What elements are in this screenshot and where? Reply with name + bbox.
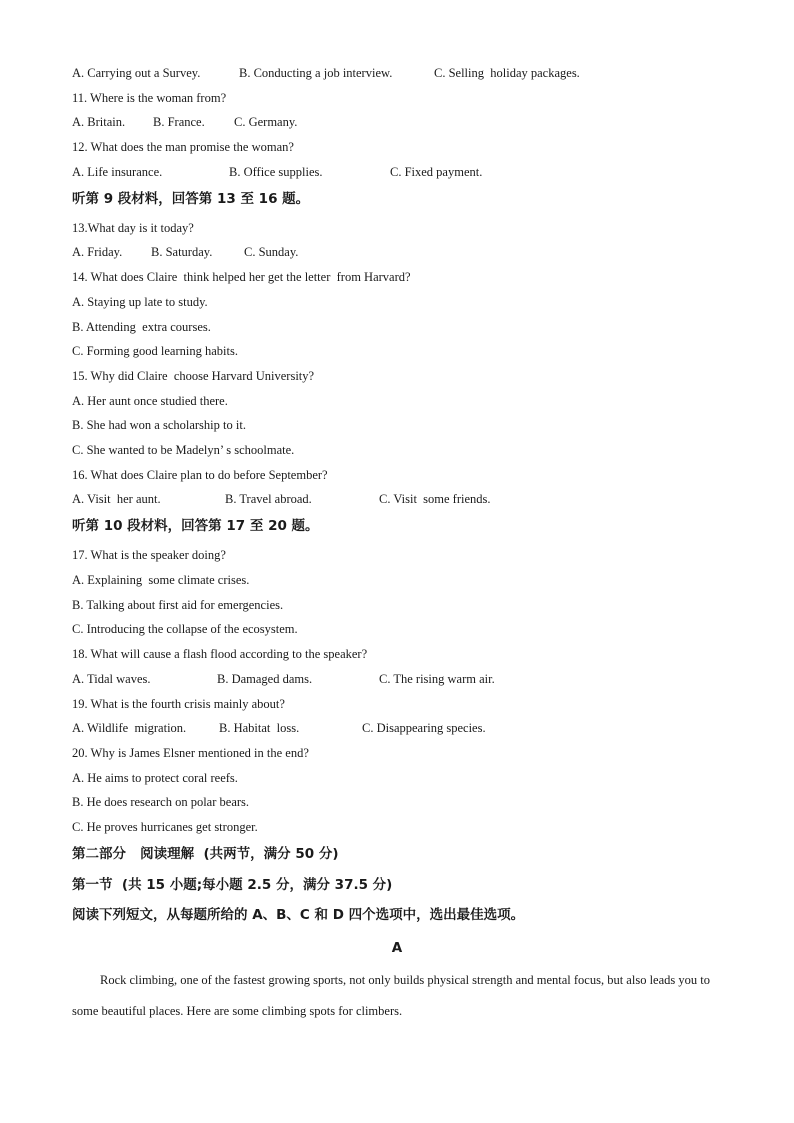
q10-option-a: A. Carrying out a Survey.	[72, 66, 201, 80]
q18-option-a: A. Tidal waves.	[72, 672, 151, 686]
q18-stem: 18. What will cause a flash flood according to the speaker?	[72, 647, 368, 661]
q18-option-c: C. The rising warm air.	[379, 672, 495, 686]
q13-option-c: C. Sunday.	[244, 245, 299, 259]
q11-option-a: A. Britain.	[72, 115, 126, 129]
q13-option-a: A. Friday.	[72, 245, 123, 259]
q10-option-b: B. Conducting a job interview.	[239, 66, 393, 80]
q15-option-c: C. She wanted to be Madelyn’ s schoolmate.	[72, 443, 295, 457]
q15-option-b: B. She had won a scholarship to it.	[72, 418, 246, 432]
section9-header: 听第 9 段材料，回答第 13 至 16 题。	[72, 191, 310, 207]
q19-option-a: A. Wildlife migration.	[72, 721, 187, 735]
q17-option-a: A. Explaining some climate crises.	[72, 573, 250, 587]
q19-option-c: C. Disappearing species.	[362, 721, 486, 735]
q16-option-a: A. Visit her aunt.	[72, 492, 161, 506]
section1-header: 第一节 (共 15 小题;每小题 2.5 分，满分 37.5 分)	[72, 877, 393, 893]
q12-option-a: A. Life insurance.	[72, 165, 163, 179]
q17-option-c: C. Introducing the collapse of the ecosystem.	[72, 622, 298, 636]
section10-header: 听第 10 段材料，回答第 17 至 20 题。	[72, 518, 319, 534]
q18-option-b: B. Damaged dams.	[217, 672, 313, 686]
q13-stem: 13.What day is it today?	[72, 221, 194, 235]
q12-stem: 12. What does the man promise the woman?	[72, 140, 294, 154]
q15-stem: 15. Why did Claire choose Harvard University?	[72, 369, 315, 383]
q19-option-b: B. Habitat loss.	[219, 721, 300, 735]
q20-option-c: C. He proves hurricanes get stronger.	[72, 820, 258, 834]
q16-stem: 16. What does Claire plan to do before September?	[72, 468, 328, 482]
q11-option-c: C. Germany.	[234, 115, 298, 129]
q17-stem: 17. What is the speaker doing?	[72, 548, 226, 562]
passage-paragraph: Rock climbing, one of the fastest growing sports, not only builds physical strength and mental focus, but also leads you to some beautiful places. Here are some climbing spots for climbers.	[72, 973, 710, 1018]
q17-option-b: B. Talking about first aid for emergencies.	[72, 598, 284, 612]
q14-option-b: B. Attending extra courses.	[72, 320, 211, 334]
part2-header: 第二部分 阅读理解 (共两节，满分 50 分)	[72, 846, 339, 862]
q11-option-b: B. France.	[153, 115, 205, 129]
q13-option-b: B. Saturday.	[151, 245, 213, 259]
q12-option-c: C. Fixed payment.	[390, 165, 483, 179]
q16-option-b: B. Travel abroad.	[225, 492, 312, 506]
q20-option-b: B. He does research on polar bears.	[72, 795, 250, 809]
q12-option-b: B. Office supplies.	[229, 165, 323, 179]
q14-option-a: A. Staying up late to study.	[72, 295, 208, 309]
passage-label: A	[391, 940, 403, 956]
q19-stem: 19. What is the fourth crisis mainly about?	[72, 697, 285, 711]
q14-option-c: C. Forming good learning habits.	[72, 344, 238, 358]
q15-option-a: A. Her aunt once studied there.	[72, 394, 228, 408]
q20-option-a: A. He aims to protect coral reefs.	[72, 771, 238, 785]
q10-option-c: C. Selling holiday packages.	[434, 66, 580, 80]
q20-stem: 20. Why is James Elsner mentioned in the end?	[72, 746, 309, 760]
q16-option-c: C. Visit some friends.	[379, 492, 491, 506]
reading-instructions: 阅读下列短文，从每题所给的 A、B、C 和 D 四个选项中，选出最佳选项。	[72, 907, 525, 923]
q11-stem: 11. Where is the woman from?	[72, 91, 227, 105]
q14-stem: 14. What does Claire think helped her get the letter from Harvard?	[72, 270, 411, 284]
